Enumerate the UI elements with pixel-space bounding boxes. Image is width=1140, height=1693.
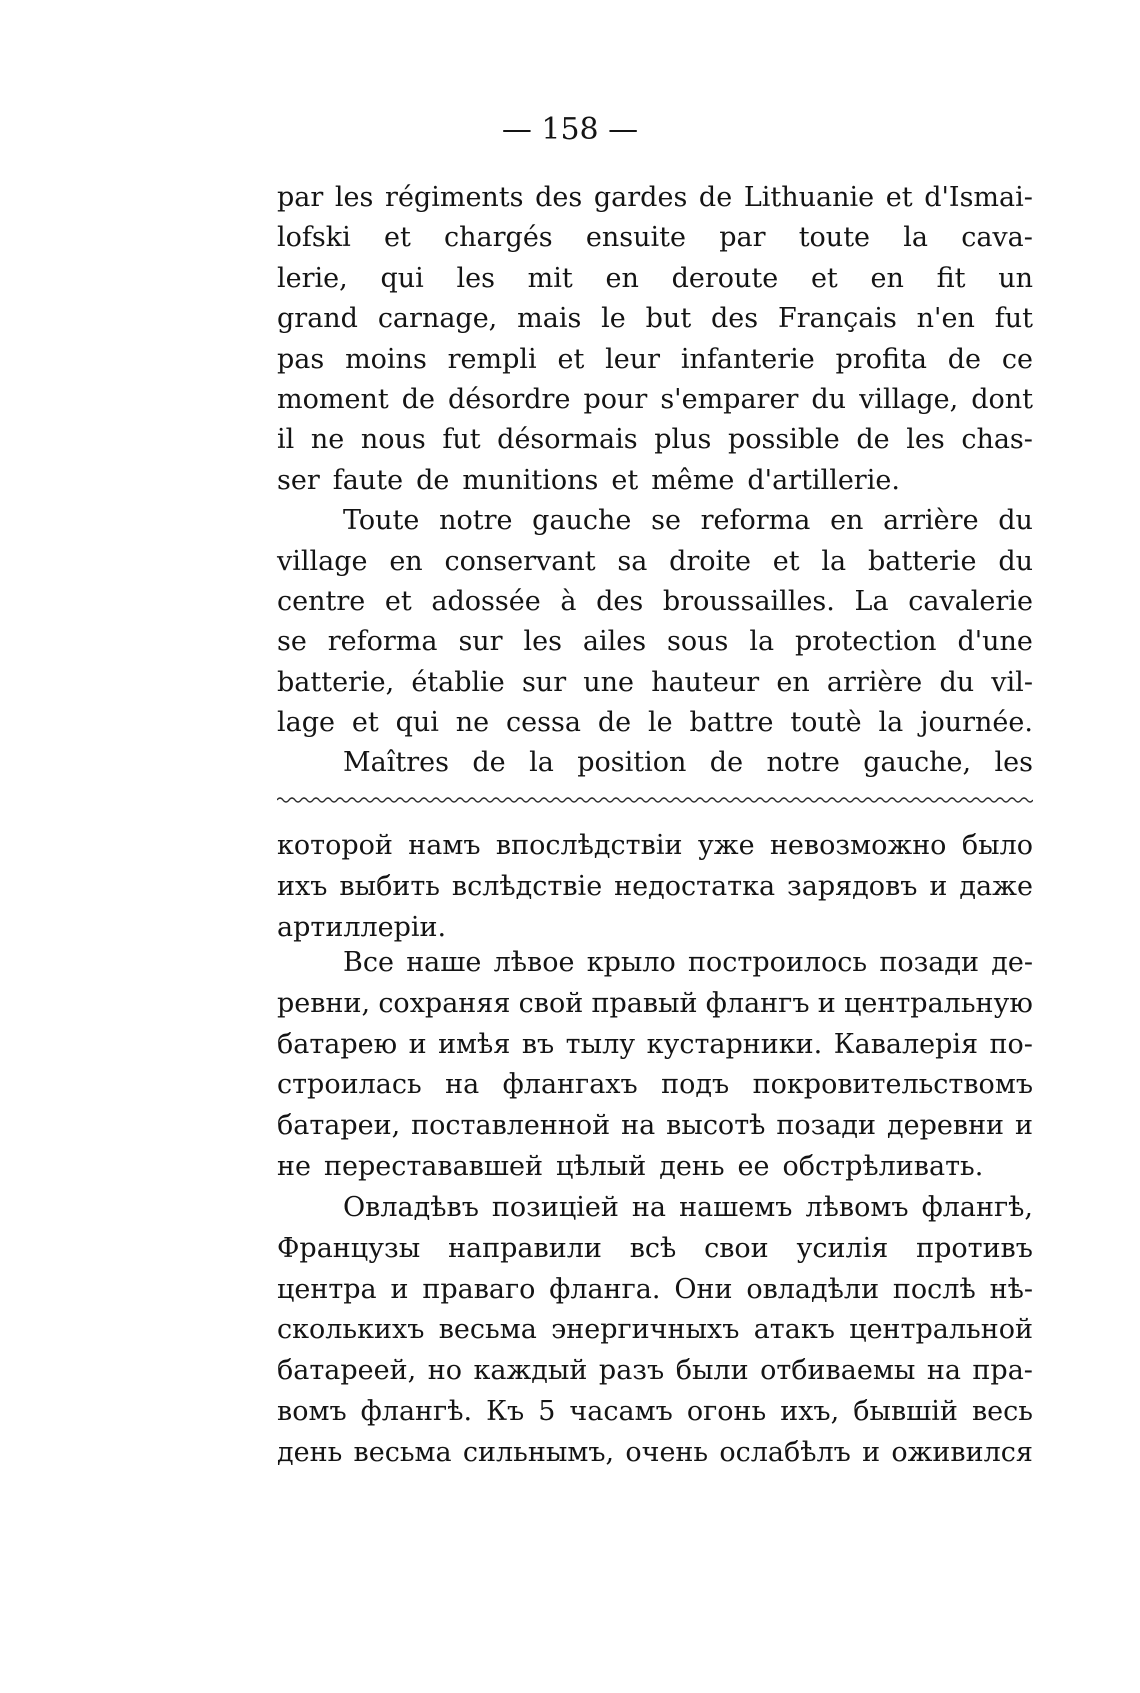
text-line: центра и праваго фланга. Они овладѣли послѣ нѣ-: [277, 1273, 1033, 1305]
text-line: строилась на флангахъ подъ покровительствомъ: [277, 1069, 1033, 1101]
page-number: — 158 —: [501, 112, 639, 147]
text-line: lage et qui ne cessa de le battre toutè la journée.: [277, 707, 1033, 739]
russian-paragraph-1: [277, 826, 1033, 948]
french-paragraph-1: [277, 178, 1033, 501]
french-text: [277, 178, 1033, 784]
text-line: Maîtres de la position de notre gauche, les: [343, 747, 1033, 779]
text-line: Овладѣвъ позиціей на нашемъ лѣвомъ флангѣ,: [343, 1192, 1033, 1223]
text-line: сколькихъ весьма энергичныхъ атакъ центральной: [277, 1314, 1033, 1346]
french-paragraph-3: [277, 743, 1033, 783]
text-line: moment de désordre pour s'emparer du village, dont: [277, 383, 1033, 415]
text-line: batterie, établie sur une hauteur en arrière du vil-: [277, 666, 1033, 698]
text-line: lerie, qui les mit en deroute et en fit un: [277, 262, 1033, 294]
text-line: артиллеріи.: [277, 911, 447, 943]
text-line: батареей, но каждый разъ были отбиваемы на пра-: [277, 1355, 1033, 1387]
text-line: батареи, поставленной на высотѣ позади деревни и: [277, 1110, 1033, 1142]
text-line: ревни, сохраняя свой правый флангъ и центральную: [277, 987, 1033, 1019]
text-line: Toute notre gauche se reforma en arrière du: [343, 505, 1033, 537]
text-line: lofski et chargés ensuite par toute la cava-: [277, 222, 1033, 254]
text-line: se reforma sur les ailes sous la protection d'une: [277, 626, 1033, 658]
text-line: village en conservant sa droite et la batterie du: [277, 545, 1033, 577]
text-line: ser faute de munitions et même d'artillerie.: [277, 464, 900, 496]
russian-paragraph-2: [277, 943, 1033, 1188]
text-line: ихъ выбить вслѣдствіе недостатка зарядовъ и даже: [277, 870, 1033, 902]
text-line: centre et adossée à des broussailles. La cavalerie: [277, 585, 1033, 617]
text-line: Французы направили всѣ свои усилія противъ: [277, 1232, 1033, 1264]
russian-paragraph-3: [277, 1188, 1033, 1474]
text-line: вомъ флангѣ. Къ 5 часамъ огонь ихъ, бывшій весь: [277, 1395, 1033, 1427]
text-line: grand carnage, mais le but des Français n'en fut: [277, 303, 1033, 335]
text-line: pas moins rempli et leur infanterie profita de ce: [277, 343, 1033, 375]
text-line: il ne nous fut désormais plus possible de les chas-: [277, 424, 1033, 456]
text-line: Все наше лѣвое крыло построилось позади де-: [343, 947, 1033, 978]
text-line: день весьма сильнымъ, очень ослабѣлъ и оживился: [277, 1436, 1033, 1468]
french-paragraph-2: [277, 501, 1033, 743]
text-line: par les régiments des gardes de Lithuanie et d'Ismai-: [277, 182, 1033, 213]
text-line: не перестававшей цѣлый день ее обстрѣливать.: [277, 1150, 984, 1182]
text-line: батарею и имѣя въ тылу кустарники. Кавалерія по-: [277, 1028, 1033, 1060]
text-line: которой намъ впослѣдствіи уже невозможно было: [277, 830, 1033, 861]
wavy-divider: [277, 793, 1033, 807]
